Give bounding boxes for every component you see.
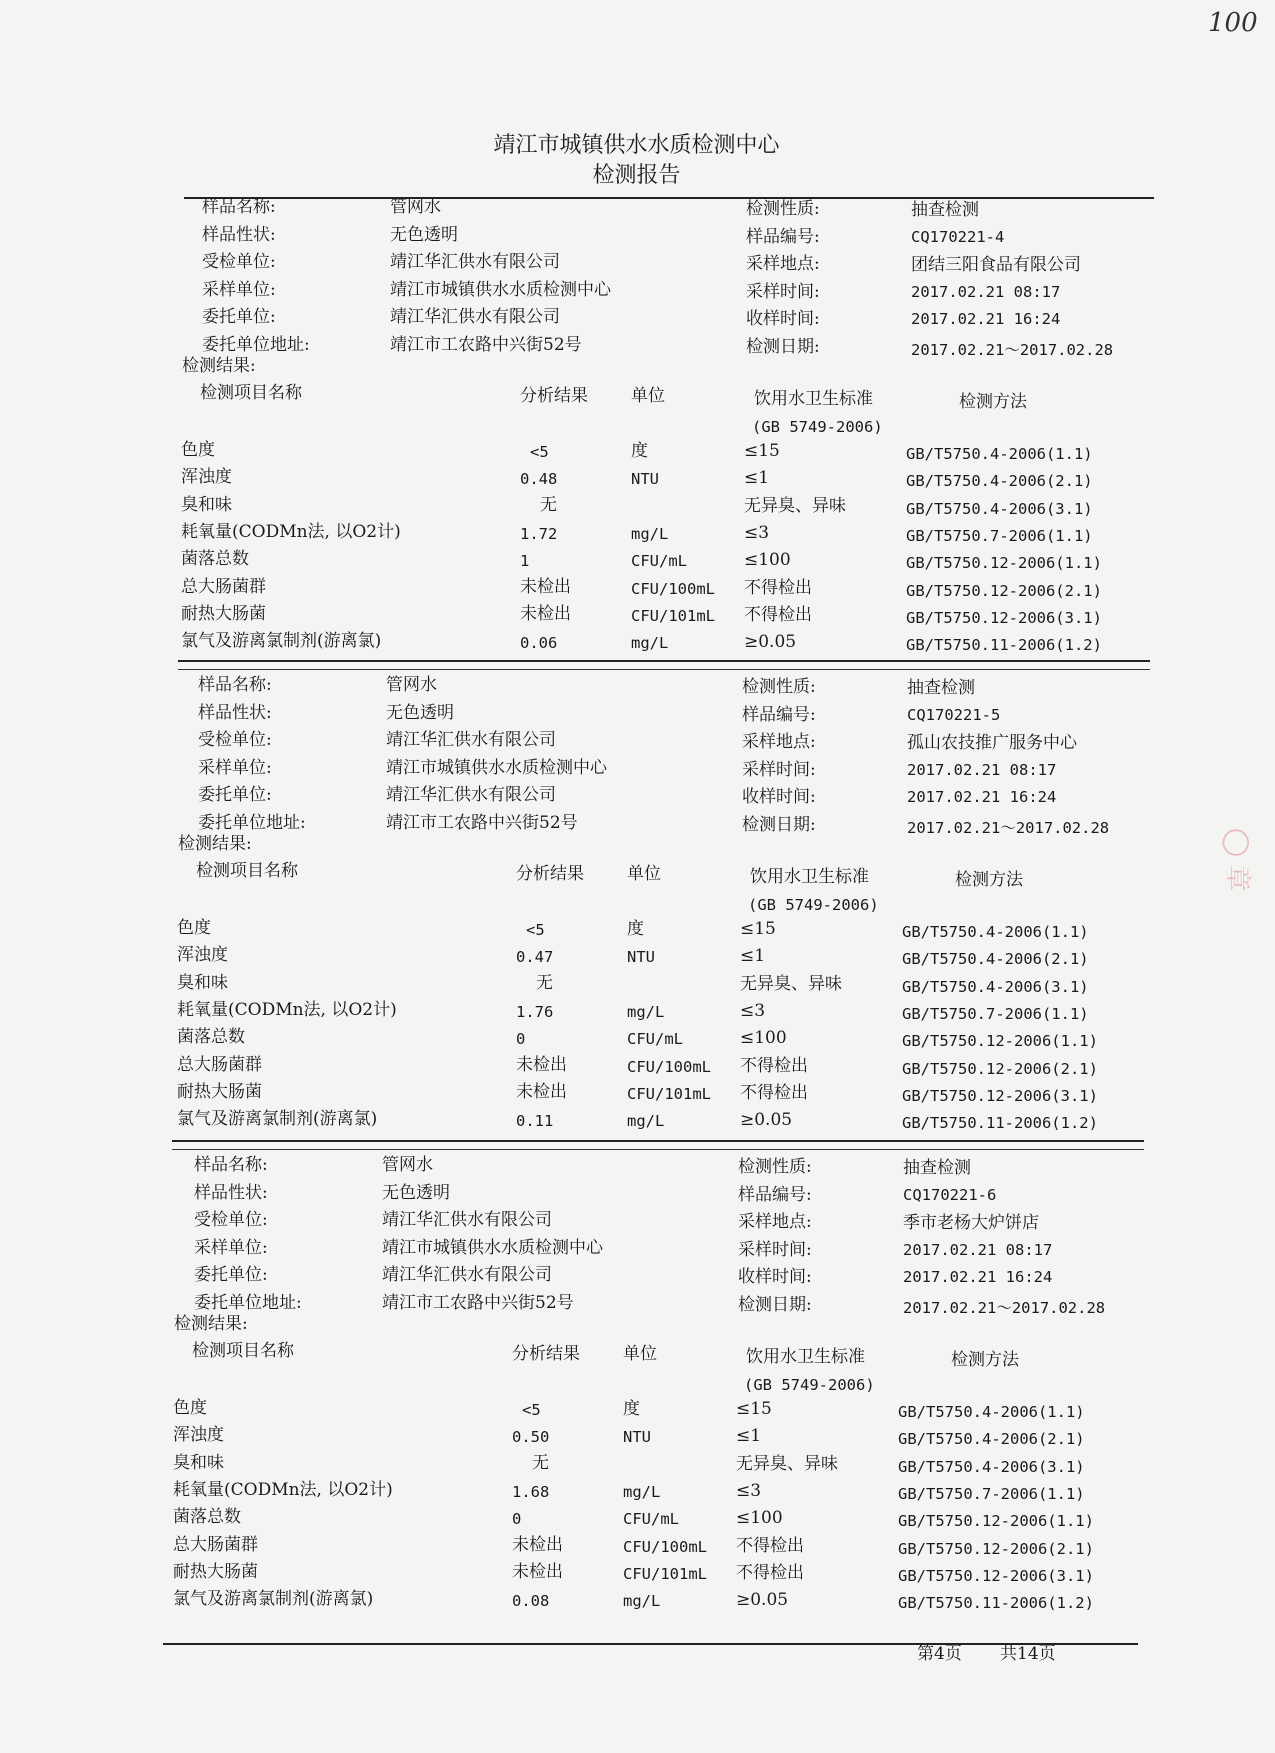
field-label-sample_name: 样品名称: [198,675,272,695]
field-label-client_address: 委托单位地址: [202,334,310,355]
field-value-sampling_time: 2017.02.21 08:17 [907,760,1057,779]
field-label-sample_no: 样品编号: [738,1184,812,1205]
result-value: 未检出 [516,1081,567,1102]
result-value: 未检出 [512,1561,563,1582]
standard-value: 不得检出 [736,1535,804,1556]
unit-value: CFU/mL [631,552,687,571]
standard-value: 不得检出 [736,1562,804,1583]
standard-value: ≥0.05 [736,1590,789,1611]
method-value: GB/T5750.7-2006(1.1) [906,526,1093,545]
header-standard-code: (GB 5749-2006) [752,418,883,436]
unit-value: mg/L [627,1112,665,1131]
field-label-test_nature: 检测性质: [746,199,820,219]
field-label-client_unit: 委托单位: [194,1265,268,1285]
unit-value: 度 [631,441,648,461]
result-value: 1.68 [512,1482,550,1501]
item-name: 菌落总数 [181,549,249,570]
field-label-sampling_site: 采样地点: [746,254,820,274]
field-label-client_unit: 委托单位: [198,785,272,805]
header-item-name: 检测项目名称 [192,1341,294,1361]
method-value: GB/T5750.7-2006(1.1) [898,1484,1085,1503]
unit-value: CFU/100mL [623,1537,707,1556]
field-label-inspected_unit: 受检单位: [194,1210,268,1230]
field-value-sample_no: CQ170221-5 [907,705,1001,724]
standard-value: 不得检出 [740,1055,808,1076]
field-value-sampling_time: 2017.02.21 08:17 [911,282,1061,301]
header-item-name: 检测项目名称 [200,383,302,403]
field-value-inspected_unit: 靖江华汇供水有限公司 [386,730,556,750]
method-value: GB/T5750.11-2006(1.2) [898,1594,1094,1613]
standard-value: ≤100 [744,550,791,571]
field-value-sampling_time: 2017.02.21 08:17 [903,1240,1053,1259]
field-value-receive_time: 2017.02.21 16:24 [903,1268,1053,1286]
unit-value: NTU [627,948,655,967]
header-result: 分析结果 [512,1344,580,1364]
standard-value: ≥0.05 [744,632,797,653]
header-method: 检测方法 [959,392,1027,412]
field-value-sampling_unit: 靖江市城镇供水水质检测中心 [382,1237,603,1258]
field-value-sample_no: CQ170221-6 [903,1185,997,1204]
item-name: 臭和味 [181,494,232,515]
method-value: GB/T5750.4-2006(1.1) [906,445,1093,463]
unit-value: CFU/100mL [627,1057,711,1076]
field-value-sampling_site: 孤山农技推广服务中心 [907,733,1077,753]
result-value: 0.47 [516,948,554,967]
header-unit: 单位 [623,1344,657,1364]
standard-value: 不得检出 [744,604,812,625]
method-value: GB/T5750.12-2006(1.1) [902,1032,1098,1051]
field-value-sampling_unit: 靖江市城镇供水水质检测中心 [386,757,607,778]
report-title: 靖江市城镇供水水质检测中心 [493,133,780,158]
unit-value: mg/L [623,1592,661,1611]
field-label-receive_time: 收样时间: [742,787,816,807]
item-name: 耐热大肠菌 [181,603,266,624]
result-value: 未检出 [520,576,571,597]
field-label-client_address: 委托单位地址: [194,1292,302,1313]
item-name: 色度 [181,440,215,460]
field-value-test_nature: 抽查检测 [903,1158,971,1178]
result-value: 0 [516,1030,526,1049]
result-value: 无 [536,972,553,993]
field-label-sampling_unit: 采样单位: [198,757,272,778]
section-divider-thin [178,669,1150,670]
result-value: 0 [512,1510,522,1529]
field-label-test_nature: 检测性质: [738,1157,812,1177]
header-standard: 饮用水卫生标准 [750,867,869,887]
item-name: 色度 [177,918,211,938]
field-label-sample_name: 样品名称: [194,1155,268,1175]
title-rule [184,197,1154,199]
result-value: 未检出 [516,1054,567,1075]
field-label-client_unit: 委托单位: [202,307,276,327]
item-name: 总大肠菌群 [177,1054,262,1075]
field-label-inspected_unit: 受检单位: [198,730,272,750]
item-name: 耗氧量(CODMn法, 以O2计) [181,521,401,542]
unit-value: CFU/101mL [627,1084,711,1103]
footer-rule [163,1643,1138,1645]
standard-value: ≤1 [740,946,766,967]
result-value: 未检出 [512,1534,563,1555]
field-value-sample_name: 管网水 [386,675,437,695]
result-value: <5 [530,443,549,461]
method-value: GB/T5750.11-2006(1.2) [902,1114,1098,1133]
method-value: GB/T5750.12-2006(2.1) [906,581,1102,600]
item-name: 氯气及游离氯制剂(游离氯) [173,1589,374,1610]
standard-value: ≤15 [736,1399,772,1419]
item-name: 氯气及游离氯制剂(游离氯) [181,631,382,652]
item-name: 菌落总数 [173,1507,241,1528]
item-name: 耗氧量(CODMn法, 以O2计) [177,999,397,1020]
method-value: GB/T5750.4-2006(2.1) [902,950,1089,969]
field-value-receive_time: 2017.02.21 16:24 [907,788,1057,806]
method-value: GB/T5750.11-2006(1.2) [906,636,1102,655]
field-value-receive_time: 2017.02.21 16:24 [911,310,1061,328]
field-label-sampling_time: 采样时间: [742,759,816,780]
results-label: 检测结果: [178,834,252,854]
field-label-receive_time: 收样时间: [746,309,820,329]
result-value: <5 [522,1401,541,1419]
method-value: GB/T5750.4-2006(2.1) [906,472,1093,491]
unit-value: NTU [631,470,659,489]
standard-value: ≤3 [736,1480,762,1501]
field-value-sampling_site: 团结三阳食品有限公司 [911,255,1081,275]
field-label-test_date: 检测日期: [746,336,820,357]
method-value: GB/T5750.12-2006(1.1) [906,554,1102,573]
standard-value: 无异臭、异味 [740,973,842,994]
standard-value: ≥0.05 [740,1110,793,1131]
standard-value: 不得检出 [740,1082,808,1103]
unit-value: CFU/mL [627,1030,683,1049]
unit-value: mg/L [631,524,669,543]
unit-value: mg/L [631,634,669,653]
unit-value: NTU [623,1428,651,1447]
header-result: 分析结果 [516,864,584,884]
item-name: 浑浊度 [173,1425,224,1446]
method-value: GB/T5750.12-2006(3.1) [902,1086,1098,1105]
field-label-inspected_unit: 受检单位: [202,252,276,272]
section-divider-thin [172,1149,1144,1150]
header-unit: 单位 [631,386,665,406]
page-total: 共14页 [1000,1644,1056,1664]
field-value-client_address: 靖江市工农路中兴街52号 [390,334,582,355]
method-value: GB/T5750.4-2006(3.1) [902,977,1089,996]
item-name: 耐热大肠菌 [177,1081,262,1102]
field-value-test_nature: 抽查检测 [911,200,979,220]
header-standard-code: (GB 5749-2006) [748,896,879,914]
item-name: 臭和味 [177,972,228,993]
field-label-sample_name: 样品名称: [202,197,276,217]
method-value: GB/T5750.4-2006(1.1) [898,1403,1085,1421]
header-unit: 单位 [627,864,661,884]
result-value: 0.06 [520,634,558,653]
field-value-client_address: 靖江市工农路中兴街52号 [386,812,578,833]
field-value-sample_state: 无色透明 [390,224,458,245]
standard-value: ≤3 [744,522,770,543]
result-value: 1.72 [520,524,558,543]
field-value-sample_name: 管网水 [382,1155,433,1175]
header-standard: 饮用水卫生标准 [746,1347,865,1367]
item-name: 耐热大肠菌 [173,1561,258,1582]
field-label-sample_state: 样品性状: [194,1182,268,1203]
page-number: 第4页 [917,1644,962,1664]
method-value: GB/T5750.12-2006(1.1) [898,1512,1094,1531]
standard-value: 不得检出 [744,577,812,598]
item-name: 浑浊度 [181,467,232,488]
standard-value: 无异臭、异味 [744,495,846,516]
field-label-sampling_unit: 采样单位: [194,1237,268,1258]
standard-value: 无异臭、异味 [736,1453,838,1474]
header-item-name: 检测项目名称 [196,861,298,881]
item-name: 总大肠菌群 [181,576,266,597]
field-value-sampling_site: 季市老杨大炉饼店 [903,1213,1039,1233]
item-name: 浑浊度 [177,945,228,966]
standard-value: ≤15 [740,919,776,939]
result-value: 0.50 [512,1428,550,1447]
method-value: GB/T5750.4-2006(2.1) [898,1430,1085,1449]
field-label-sampling_site: 采样地点: [738,1212,812,1232]
unit-value: CFU/mL [623,1510,679,1529]
field-value-inspected_unit: 靖江华汇供水有限公司 [382,1210,552,1230]
result-value: 无 [540,494,557,515]
standard-value: ≤15 [744,441,780,461]
field-value-inspected_unit: 靖江华汇供水有限公司 [390,252,560,272]
field-label-sample_state: 样品性状: [198,702,272,723]
field-label-test_date: 检测日期: [742,814,816,835]
method-value: GB/T5750.4-2006(3.1) [898,1457,1085,1476]
field-value-sample_state: 无色透明 [386,702,454,723]
field-label-sampling_time: 采样时间: [746,281,820,302]
method-value: GB/T5750.4-2006(3.1) [906,499,1093,518]
field-value-sampling_unit: 靖江市城镇供水水质检测中心 [390,279,611,300]
field-value-sample_name: 管网水 [390,197,441,217]
result-value: 0.11 [516,1112,554,1131]
field-value-test_date: 2017.02.21～2017.02.28 [903,1298,1106,1317]
margin-handwritten-note: 100 [1208,8,1258,38]
header-method: 检测方法 [955,870,1023,890]
item-name: 总大肠菌群 [173,1534,258,1555]
field-label-sample_no: 样品编号: [746,226,820,247]
field-label-client_address: 委托单位地址: [198,812,306,833]
result-value: 1 [520,552,530,571]
standard-value: ≤1 [736,1426,762,1447]
method-value: GB/T5750.4-2006(1.1) [902,923,1089,941]
field-value-test_date: 2017.02.21～2017.02.28 [907,818,1110,837]
item-name: 臭和味 [173,1452,224,1473]
header-standard: 饮用水卫生标准 [754,389,873,409]
method-value: GB/T5750.7-2006(1.1) [902,1004,1089,1023]
section-divider [178,660,1150,662]
report-subtitle: 检测报告 [592,163,681,188]
result-value: 1.76 [516,1002,554,1021]
header-result: 分析结果 [520,386,588,406]
method-value: GB/T5750.12-2006(2.1) [902,1059,1098,1078]
field-value-test_date: 2017.02.21～2017.02.28 [911,340,1114,359]
field-label-sample_no: 样品编号: [742,704,816,725]
result-value: <5 [526,921,545,939]
result-value: 0.08 [512,1592,550,1611]
method-value: GB/T5750.12-2006(3.1) [906,608,1102,627]
result-value: 0.48 [520,470,558,489]
unit-value: CFU/101mL [623,1564,707,1583]
results-label: 检测结果: [174,1314,248,1334]
field-label-sampling_site: 采样地点: [742,732,816,752]
field-value-client_unit: 靖江华汇供水有限公司 [390,307,560,327]
field-label-sample_state: 样品性状: [202,224,276,245]
unit-value: 度 [623,1399,640,1419]
unit-value: 度 [627,919,644,939]
field-value-test_nature: 抽查检测 [907,678,975,698]
result-value: 未检出 [520,603,571,624]
standard-value: ≤1 [744,468,770,489]
unit-value: CFU/100mL [631,579,715,598]
field-value-sample_no: CQ170221-4 [911,227,1005,246]
field-value-client_unit: 靖江华汇供水有限公司 [382,1265,552,1285]
unit-value: mg/L [623,1482,661,1501]
section-divider [172,1140,1144,1142]
item-name: 色度 [173,1398,207,1418]
method-value: GB/T5750.12-2006(2.1) [898,1539,1094,1558]
unit-value: CFU/101mL [631,606,715,625]
result-value: 无 [532,1452,549,1473]
unit-value: mg/L [627,1002,665,1021]
field-label-test_nature: 检测性质: [742,677,816,697]
faint-stamp: ◯ 章 [1222,828,1252,892]
header-method: 检测方法 [951,1350,1019,1370]
method-value: GB/T5750.12-2006(3.1) [898,1566,1094,1585]
field-label-sampling_time: 采样时间: [738,1239,812,1260]
item-name: 菌落总数 [177,1027,245,1048]
field-label-test_date: 检测日期: [738,1294,812,1315]
standard-value: ≤100 [736,1508,783,1529]
item-name: 氯气及游离氯制剂(游离氯) [177,1109,378,1130]
header-standard-code: (GB 5749-2006) [744,1376,875,1394]
results-label: 检测结果: [182,356,256,376]
standard-value: ≤100 [740,1028,787,1049]
standard-value: ≤3 [740,1000,766,1021]
field-value-client_unit: 靖江华汇供水有限公司 [386,785,556,805]
field-value-sample_state: 无色透明 [382,1182,450,1203]
field-label-sampling_unit: 采样单位: [202,279,276,300]
field-label-receive_time: 收样时间: [738,1267,812,1287]
field-value-client_address: 靖江市工农路中兴街52号 [382,1292,574,1313]
item-name: 耗氧量(CODMn法, 以O2计) [173,1479,393,1500]
